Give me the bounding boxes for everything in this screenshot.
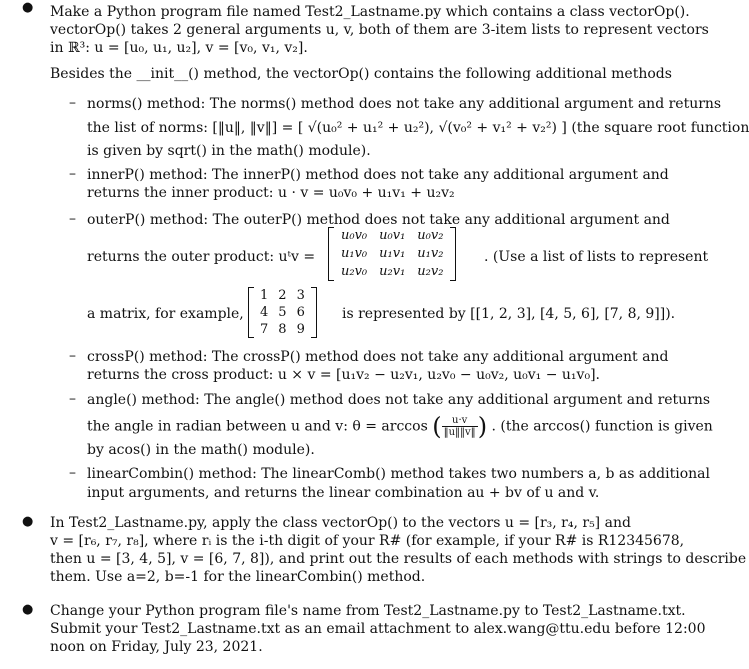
outer-product-matrix: [328, 227, 456, 281]
example-matrix-cell: 2: [278, 288, 287, 303]
angle-denominator: ‖u‖‖v‖: [443, 427, 476, 438]
norms-line-3: is given by sqrt() in the math() module).: [87, 143, 371, 159]
outer-matrix-cell: u₁v₁: [379, 246, 406, 261]
angle-numerator: u·v: [442, 415, 478, 427]
example-matrix-row: [255, 304, 310, 321]
example-matrix-cell: 7: [260, 322, 269, 337]
dash-comb: –: [69, 465, 76, 481]
example-matrix-cell: 8: [278, 322, 287, 337]
dash-norms: –: [69, 95, 76, 111]
b1-line-3: in ℝ³: u = [u₀, u₁, u₂], v = [v₀, v₁, v₂].: [50, 40, 308, 56]
outer-line-2-post: . (Use a list of lists to represent: [484, 249, 709, 265]
b3-line-2: Submit your Test2_Lastname.txt as an email attachment to alex.wang@ttu.edu before 12:00: [50, 621, 706, 637]
example-matrix-cell: 1: [260, 288, 269, 303]
angle-line-3: by acos() in the math() module).: [87, 442, 315, 458]
b2-line-3: then u = [3, 4, 5], v = [6, 7, 8]), and print out the results of each methods with strings to describe: [50, 551, 747, 567]
inner-line-2: returns the inner product: u · v = u₀v₀ + u₁v₁ + u₂v₂: [87, 185, 455, 201]
outer-matrix-cell: u₁v₀: [341, 246, 368, 261]
dash-inner: –: [69, 166, 76, 182]
outer-matrix-row: [335, 245, 449, 263]
b1-line-4: Besides the __init__() method, the vectorOp() contains the following additional methods: [50, 66, 672, 82]
outer-line-2-pre: returns the outer product: uᵗv =: [87, 249, 316, 265]
angle-fraction: [442, 415, 478, 438]
comb-line-1: linearCombin() method: The linearComb() method takes two numbers a, b as additional: [87, 466, 710, 482]
b3-line-3: noon on Friday, July 23, 2021.: [50, 639, 263, 655]
bullet-1-marker: ●: [22, 0, 34, 15]
outer-matrix-row: [335, 263, 449, 281]
outer-matrix-cell: u₂v₀: [341, 264, 368, 279]
example-matrix-cell: 6: [296, 305, 305, 320]
left-paren: (: [432, 412, 442, 441]
cross-line-2: returns the cross product: u × v = [u₁v₂ − u₂v₁, u₂v₀ − u₀v₂, u₀v₁ − u₁v₀].: [87, 367, 600, 383]
example-matrix-row: [255, 321, 310, 338]
b3-line-1: Change your Python program file's name from Test2_Lastname.py to Test2_Lastname.txt.: [50, 603, 686, 619]
dash-outer: –: [69, 211, 76, 227]
norms-line-2: [87, 119, 749, 137]
norms-line-1: norms() method: The norms() method does not take any additional argument and returns: [87, 96, 722, 112]
bullet-3-marker: ●: [22, 602, 34, 617]
b1-line-2: vectorOp() takes 2 general arguments u, v, both of them are 3-item lists to represent vectors: [50, 22, 709, 38]
norms-line-2-pre: the list of norms: [‖u‖, ‖v‖] =: [87, 120, 294, 136]
outer-line-3-post: is represented by [[1, 2, 3], [4, 5, 6], [7, 8, 9]]).: [342, 306, 676, 322]
angle-line-2: [87, 412, 713, 441]
b1-line-1: Make a Python program file named Test2_Lastname.py which contains a class vectorOp().: [50, 4, 690, 20]
inner-line-1: innerP() method: The innerP() method does not take any additional argument and: [87, 167, 669, 183]
cross-line-1: crossP() method: The crossP() method does not take any additional argument and: [87, 349, 669, 365]
angle-line-1: angle() method: The angle() method does not take any additional argument and returns: [87, 392, 711, 408]
comb-line-2: input arguments, and returns the linear combination au + bv of u and v.: [87, 485, 600, 501]
example-matrix-cell: 3: [296, 288, 305, 303]
outer-matrix-cell: u₁v₂: [417, 246, 444, 261]
angle-line-2-post: . (the arccos() function is given: [491, 418, 713, 435]
outer-matrix-row: [335, 227, 449, 245]
b2-line-2: v = [r₆, r₇, r₈], where rᵢ is the i-th digit of your R# (for example, if your R# is R12345678,: [50, 533, 685, 549]
example-matrix-cell: 9: [296, 322, 305, 337]
outer-matrix-cell: u₀v₂: [417, 228, 444, 243]
bullet-2-marker: ●: [22, 514, 34, 529]
outer-matrix-cell: u₀v₁: [379, 228, 406, 243]
norms-formula: [ √(u₀² + u₁² + u₂²), √(v₀² + v₁² + v₂²) ]: [297, 120, 567, 136]
dash-angle: –: [69, 391, 76, 407]
outer-matrix-cell: u₂v₁: [379, 264, 406, 279]
example-matrix-cell: 5: [278, 305, 287, 320]
b2-line-1: In Test2_Lastname.py, apply the class vectorOp() to the vectors u = [r₃, r₄, r₅] and: [50, 515, 631, 531]
norms-line-2-post: (the square root function: [571, 120, 749, 136]
outer-line-1: outerP() method: The outerP() method does not take any additional argument and: [87, 212, 670, 228]
b2-line-4: them. Use a=2, b=-1 for the linearCombin() method.: [50, 569, 426, 585]
outer-line-3-pre: a matrix, for example,: [87, 306, 244, 322]
right-paren: ): [477, 412, 488, 441]
outer-matrix-cell: u₀v₀: [341, 228, 368, 243]
example-matrix-cell: 4: [260, 305, 269, 320]
example-matrix-row: [255, 287, 310, 304]
angle-line-2-pre: the angle in radian between u and v: θ = arccos: [87, 418, 428, 435]
outer-matrix-cell: u₂v₂: [417, 264, 444, 279]
dash-cross: –: [69, 348, 76, 364]
example-matrix: [248, 287, 317, 338]
